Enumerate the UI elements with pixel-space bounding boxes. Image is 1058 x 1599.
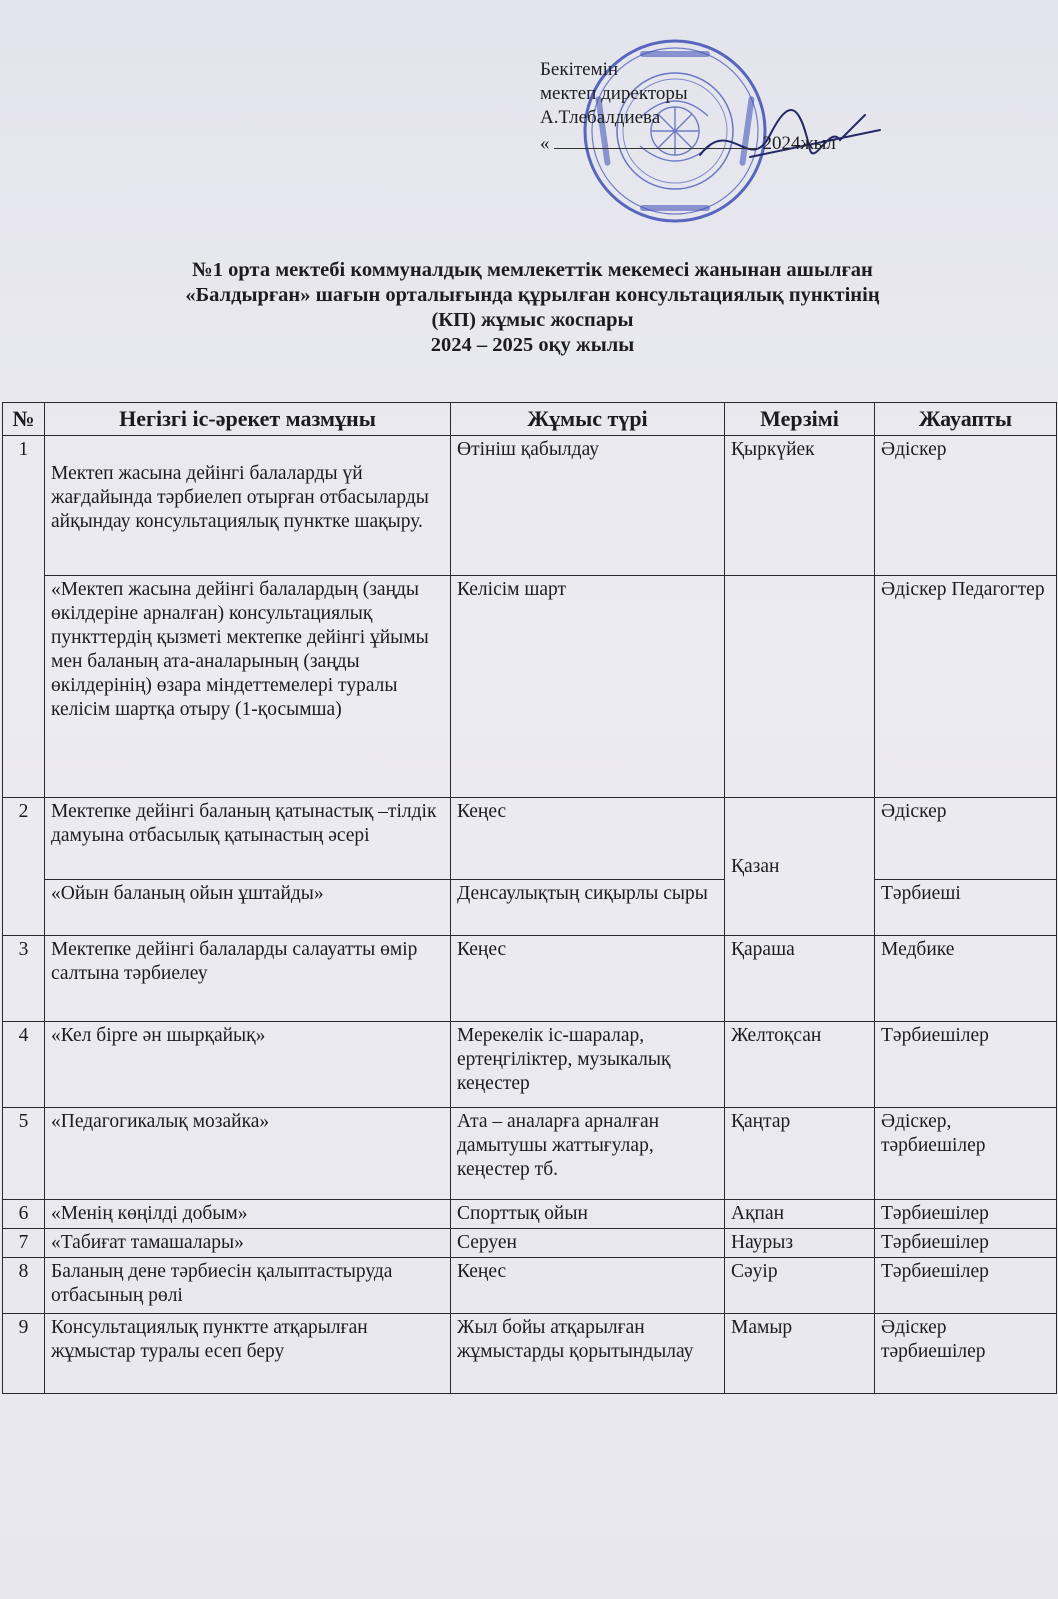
- row-content: Мектеп жасына дейінгі балаларды үй жағдайында тәрбиелеп отырған отбасыларды айқындау консультациялық пунктке шақыру.: [45, 436, 451, 576]
- row-number: 5: [3, 1108, 45, 1200]
- row-number: 1: [3, 436, 45, 798]
- row-content: Мектепке дейінгі баланың қатынастық –тілдік дамуына отбасылық қатынастың әсері: [45, 798, 451, 880]
- row-type: Ата – аналарға арналған дамытушы жаттығулар, кеңестер тб.: [451, 1108, 725, 1200]
- row-period: Қазан: [725, 798, 875, 936]
- row-responsible: Тәрбиешілер: [875, 1022, 1057, 1108]
- row-period: Желтоқсан: [725, 1022, 875, 1108]
- title-line-1: №1 орта мектебі коммуналдық мемлекеттік мекемесі жанынан ашылған: [192, 259, 873, 281]
- row-responsible: Әдіскер Педагогтер: [875, 576, 1057, 798]
- row-responsible: Әдіскер: [875, 436, 1057, 576]
- row-type: Спорттық ойын: [451, 1200, 725, 1229]
- row-content: «Мектеп жасына дейінгі балалардың (заңды өкілдеріне арналған) консультациялық пункттердің қызметі мектепке дейінгі ұйымы мен баланың ата-аналарының (заңды өкілдерінің) өзара міндеттемелері туралы келісім шартқа отыру (1-қосымша): [45, 576, 451, 798]
- row-responsible: Тәрбиешілер: [875, 1229, 1057, 1258]
- title-line-3: (КП) жұмыс жоспары: [431, 309, 634, 331]
- row-content: Мектепке дейінгі балаларды салауатты өмір салтына тәрбиелеу: [45, 936, 451, 1022]
- title-line-2: «Балдырған» шағын орталығында құрылған консультациялық пунктінің: [185, 284, 880, 306]
- date-suffix: 2024жыл: [762, 133, 836, 154]
- header-number: №: [3, 403, 45, 436]
- row-number: 8: [3, 1258, 45, 1314]
- title-line-4: 2024 – 2025 оқу жылы: [430, 334, 635, 356]
- row-number: 7: [3, 1229, 45, 1258]
- header-type: Жұмыс түрі: [451, 403, 725, 436]
- work-plan-table: [2, 402, 1057, 1394]
- row-type: Кеңес: [451, 936, 725, 1022]
- table-row: [3, 1022, 1057, 1108]
- row-type: Кеңес: [451, 1258, 725, 1314]
- header-period: Мерзімі: [725, 403, 875, 436]
- row-period: Наурыз: [725, 1229, 875, 1258]
- row-period: Қараша: [725, 936, 875, 1022]
- header-content: Негізгі іс-әрекет мазмұны: [45, 403, 451, 436]
- table-header-row: [3, 403, 1057, 436]
- row-number: 3: [3, 936, 45, 1022]
- row-responsible: Әдіскер, тәрбиешілер: [875, 1108, 1057, 1200]
- row-period: Сәуір: [725, 1258, 875, 1314]
- row-responsible: Тәрбиеші: [875, 880, 1057, 936]
- row-number: 4: [3, 1022, 45, 1108]
- approval-line-name: А.Тлебалдиева: [540, 107, 661, 128]
- row-content: Баланың дене тәрбиесін қалыптастыруда отбасының рөлі: [45, 1258, 451, 1314]
- row-content: «Менің көңілді добым»: [45, 1200, 451, 1229]
- document-title: [60, 258, 1005, 358]
- row-period: Ақпан: [725, 1200, 875, 1229]
- row-number: 9: [3, 1314, 45, 1394]
- row-content: «Кел бірге ән шырқайық»: [45, 1022, 451, 1108]
- row-content: «Педагогикалық мозайка»: [45, 1108, 451, 1200]
- row-responsible: Тәрбиешілер: [875, 1258, 1057, 1314]
- approval-line-position: мектеп директоры: [540, 83, 688, 104]
- row-responsible: Тәрбиешілер: [875, 1200, 1057, 1229]
- table-row: [3, 436, 1057, 576]
- row-type: Серуен: [451, 1229, 725, 1258]
- table-row: [3, 576, 1057, 798]
- date-blank: [554, 130, 759, 149]
- row-number: 6: [3, 1200, 45, 1229]
- row-type: Жыл бойы атқарылған жұмыстарды қорытындылау: [451, 1314, 725, 1394]
- table-row: [3, 798, 1057, 880]
- row-period: Мамыр: [725, 1314, 875, 1394]
- table-row: [3, 1200, 1057, 1229]
- row-type: Кеңес: [451, 798, 725, 880]
- row-type: Келісім шарт: [451, 576, 725, 798]
- row-type: Денсаулықтың сиқырлы сыры: [451, 880, 725, 936]
- table-row: [3, 1258, 1057, 1314]
- table-row: [3, 880, 1057, 936]
- header-responsible: Жауапты: [875, 403, 1057, 436]
- row-type: Өтініш қабылдау: [451, 436, 725, 576]
- row-content: «Табиғат тамашалары»: [45, 1229, 451, 1258]
- approval-line-approve: Бекітемін: [540, 59, 619, 80]
- table-row: [3, 936, 1057, 1022]
- row-period: [725, 576, 875, 798]
- row-responsible: Медбике: [875, 936, 1057, 1022]
- date-prefix: «: [540, 133, 550, 154]
- table-row: [3, 1314, 1057, 1394]
- approval-block: [540, 58, 836, 156]
- row-period: Қаңтар: [725, 1108, 875, 1200]
- row-period: Қыркүйек: [725, 436, 875, 576]
- row-number: 2: [3, 798, 45, 936]
- row-responsible: Әдіскер тәрбиешілер: [875, 1314, 1057, 1394]
- row-responsible: Әдіскер: [875, 798, 1057, 880]
- row-content: Консультациялық пунктте атқарылған жұмыстар туралы есеп беру: [45, 1314, 451, 1394]
- row-content: «Ойын баланың ойын ұштайды»: [45, 880, 451, 936]
- table-row: [3, 1108, 1057, 1200]
- row-type: Мерекелік іс-шаралар, ертеңгіліктер, музыкалық кеңестер: [451, 1022, 725, 1108]
- approval-date-line: [540, 130, 836, 156]
- table-row: [3, 1229, 1057, 1258]
